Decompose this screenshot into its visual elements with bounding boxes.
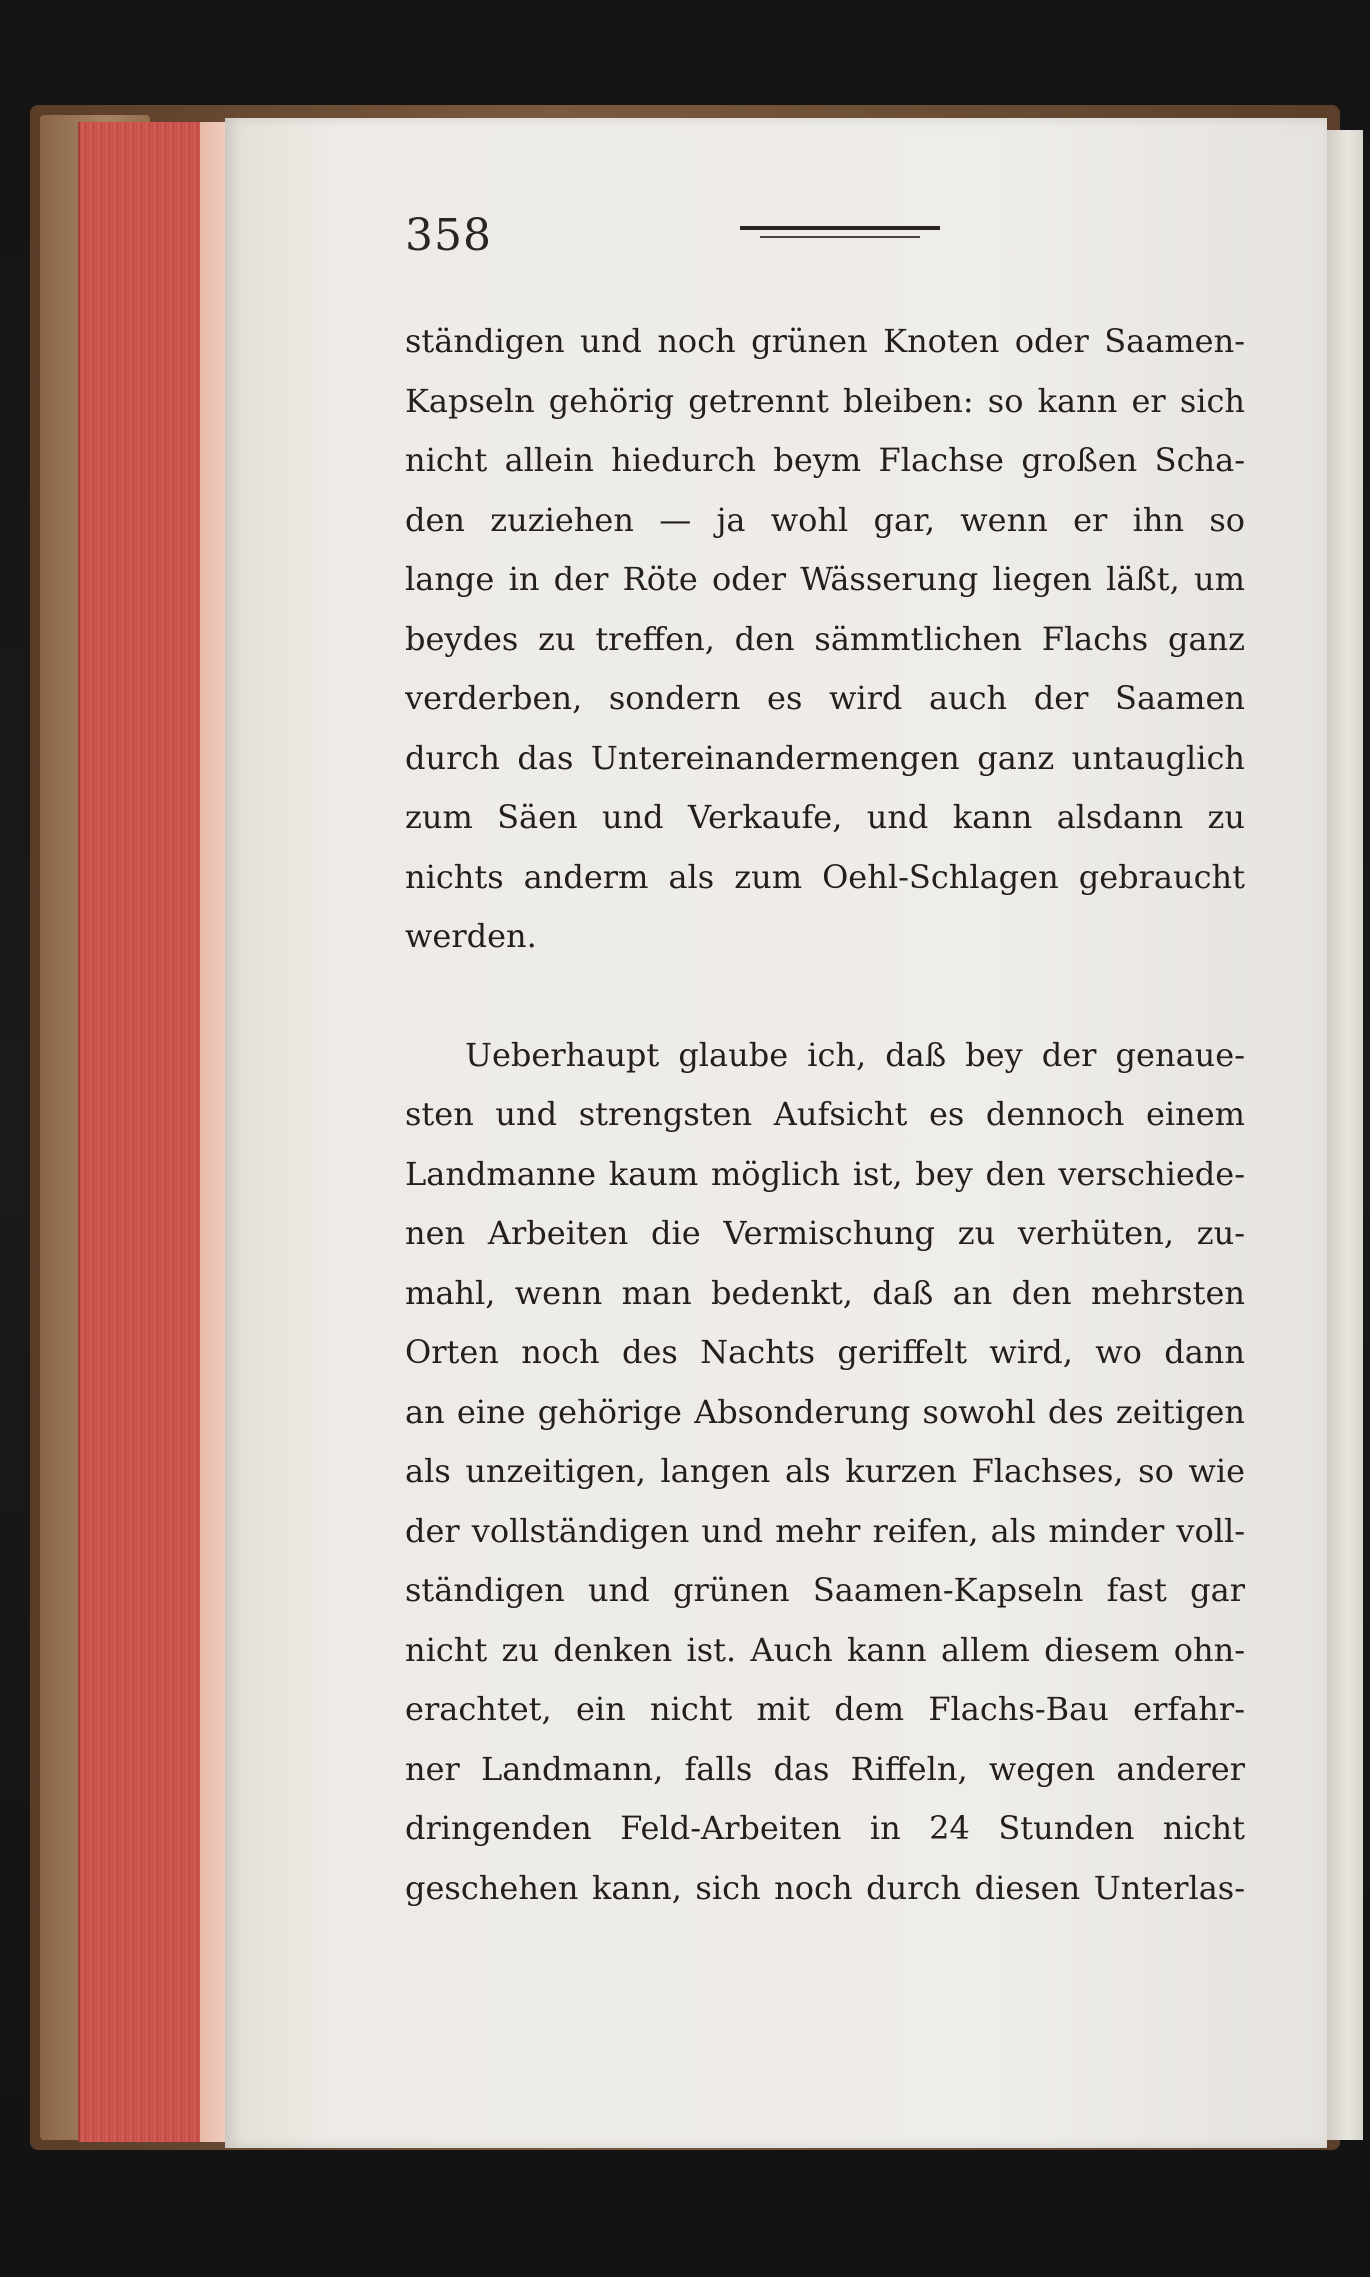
text-line: nen Arbeiten die Vermischung zu verhüten, zu-: [405, 1214, 1245, 1252]
text-line: zum Säen und Verkaufe, und kann alsdann zu: [405, 798, 1245, 836]
text-line: Landmanne kaum möglich ist, bey den verschiede-: [405, 1154, 1245, 1193]
text-line: ständigen und grünen Saamen-Kapseln fast gar: [405, 1571, 1245, 1609]
text-line: beydes zu treffen, den sämmtlichen Flachs ganz: [405, 619, 1245, 658]
text-line: Kapseln gehörig getrennt bleiben: so kann er sich: [405, 381, 1245, 420]
page-number: 358: [405, 210, 492, 261]
paragraph-spacing: [405, 967, 1245, 1026]
paragraph-2: [405, 1026, 1245, 1919]
text-line: sten und strengsten Aufsicht es dennoch einem: [405, 1095, 1245, 1133]
text-line: ner Landmann, falls das Riffeln, wegen anderer: [405, 1749, 1245, 1788]
text-line: verderben, sondern es wird auch der Saamen: [405, 679, 1245, 717]
text-line: nichts anderm als zum Oehl-Schlagen gebraucht: [405, 857, 1245, 896]
text-line: mahl, wenn man bedenkt, daß an den mehrsten: [405, 1273, 1245, 1312]
text-line: an eine gehörige Absonderung sowohl des zeitigen: [405, 1392, 1245, 1431]
text-line: der vollständigen und mehr reifen, als minder voll-: [405, 1511, 1245, 1550]
text-line: den zuziehen — ja wohl gar, wenn er ihn so: [405, 500, 1245, 539]
text-line: lange in der Röte oder Wässerung liegen läßt, um: [405, 560, 1245, 598]
text-line: nicht allein hiedurch beym Flachse großen Scha-: [405, 441, 1245, 479]
text-line: erachtet, ein nicht mit dem Flachs-Bau erfahr-: [405, 1690, 1245, 1728]
text-line: Ueberhaupt glaube ich, daß bey der genaue-: [465, 1035, 1245, 1074]
text-line: durch das Untereinandermengen ganz untauglich: [405, 738, 1245, 777]
header-ornament-rule-secondary: [760, 236, 920, 238]
paragraph-1: [405, 312, 1245, 967]
page-body-text: [405, 312, 1245, 1918]
text-line: dringenden Feld-Arbeiten in 24 Stunden nicht: [405, 1809, 1245, 1847]
text-line: geschehen kann, sich noch durch diesen Unterlas-: [405, 1868, 1245, 1907]
text-line: ständigen und noch grünen Knoten oder Saamen-: [405, 322, 1245, 360]
facing-page-sliver: [1325, 130, 1363, 2140]
text-line: als unzeitigen, langen als kurzen Flachses, so wie: [405, 1452, 1245, 1490]
text-line: Orten noch des Nachts geriffelt wird, wo dann: [405, 1333, 1245, 1371]
header-ornament-rule: [740, 226, 940, 230]
text-line: nicht zu denken ist. Auch kann allem diesem ohn-: [405, 1630, 1245, 1669]
text-line: werden.: [405, 917, 537, 955]
